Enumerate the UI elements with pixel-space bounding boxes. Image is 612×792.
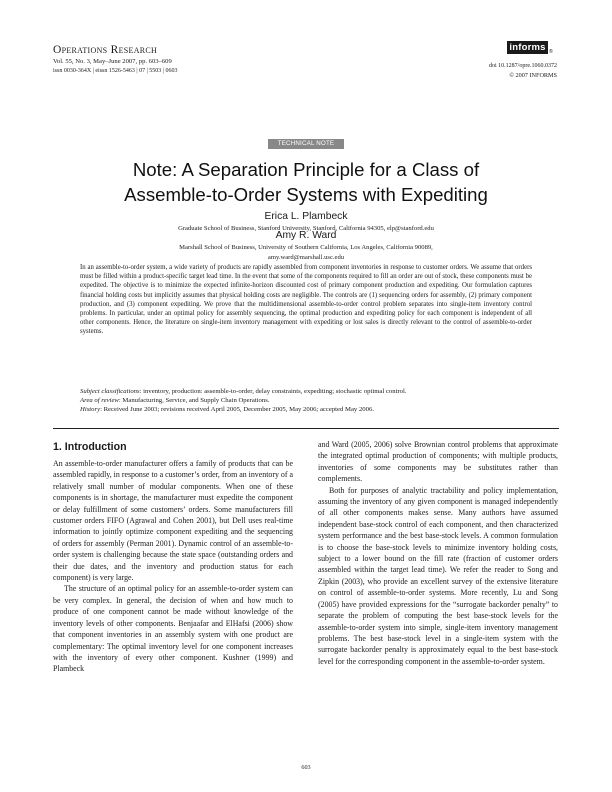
title-line-2: Assemble-to-Order Systems with Expediting xyxy=(124,184,488,205)
abstract-text: In an assemble-to-order system, a wide variety of products are rapidly assembled from component inventories in response to customer orders. We assume that orders must be filled within a product-specific target lead time. In the event that some of the components required to fill an order are out of stock, these components must be expedited. The objective is to minimize the expected infinite-horizon discounted cost of primary component production and expediting. Our formulation captures financial holding costs but implicitly assumes that physical holding costs are negligible. The controls are (1) sequencing orders for assembly, (2) primary component production, and (3) component expediting. We prove that the multidimensional assemble-to-order control problem separates into single-item inventory control problems. In particular, under an optimal policy for assembly sequencing, the optimal production and expediting policy for each component is independent of all other components. Hence, the literature on single-item inventory management with expediting or lost sales is directly relevant to the control of assemble-to-order systems. xyxy=(80,264,532,336)
volume-line: Vol. 55, No. 3, May–June 2007, pp. 603–609 xyxy=(53,58,172,65)
subject-text: : inventory, production: assemble-to-order, delay constraints, expediting; stochastic optimal control. xyxy=(139,388,407,395)
author-1-name: Erica L. Plambeck xyxy=(264,211,348,222)
abstract xyxy=(80,263,532,337)
subject-classifications xyxy=(80,387,540,396)
author-1-affiliation: Graduate School of Business, Stanford University, Stanford, California 94305, elp@stanford.edu xyxy=(178,225,434,232)
author-2-affiliation-text: Marshall School of Business, University of Southern California, Los Angeles, California 90089, xyxy=(179,244,433,251)
subject-label: Subject classifications xyxy=(80,388,140,395)
right-paragraph-2: Both for purposes of analytic tractability and policy implementation, assuming the inventory of any given component is managed independently of all other components makes sense. Many authors have assumed independent base-stock control of each component, and then characterized system performance and the best base-stock levels. A common formulation is to choose the base-stock levels to minimize inventory holding costs, subject to a lower bound on the fill rate (fraction of customer orders assembled within the target lead time). We refer the reader to Song and Zipkin (2003), who provide an excellent survey of the extensive literature on control of assemble-to-order systems. More recently, Lu and Song (2005) have provided expressions for the “surrogate backorder penalty” to separate the problem of computing the best base-stock levels for the assemble-to-order system into simple, single-item inventory management problems. The best base-stock level in a single-item system with the surrogate backorder penalty is approximately equal to the best base-stock level for the corresponding component in the assemble-to-order system. xyxy=(318,485,558,666)
section-heading: 1. Introduction xyxy=(53,441,127,453)
section-badge: TECHNICAL NOTE xyxy=(268,139,344,149)
area-label: Area of review xyxy=(80,397,119,404)
left-column xyxy=(53,458,293,675)
right-column xyxy=(318,439,558,667)
informs-logo: informs xyxy=(507,41,548,54)
title-line-1: Note: A Separation Principle for a Class of xyxy=(132,159,480,180)
page-number: 603 xyxy=(301,764,311,771)
author-2-name: Amy R. Ward xyxy=(275,230,337,241)
history xyxy=(80,405,540,414)
history-text: : Received June 2003; revisions received April 2005, December 2005, May 2006; accepted May 2006. xyxy=(100,406,374,413)
journal-name: Operations Research xyxy=(53,44,158,56)
left-paragraph-1: An assemble-to-order manufacturer offers a family of products that can be assembled rapidly, in response to a customer’s order, from an inventory of a relatively small number of modular components. When one of these components is in shortage, the manufacturer must expedite the component or delay fulfillment of some customers’ orders. Some manufacturers fill customer orders FIFO (Agrawal and Cohen 2001), but Dell uses real-time information to jointly optimize component expediting and the sequencing of orders for assembly (Perman 2001). Dynamic control of an assemble-to-order system is challenging because the state space (outstanding orders and their due dates, and the inventory and production status for each component) is very large. xyxy=(53,459,293,583)
author-2-affiliation xyxy=(0,243,612,262)
left-paragraph-2: The structure of an optimal policy for an assemble-to-order system can be very complex. In general, the decision of when and how much to produce of one component cannot be made without knowledge of the inventory levels of other components. Benjaafar and ElHafsi (2006) show that component inventories in an assembly system with one product are complementary: The optimal inventory level for one component increases with the inventory of every other component. Kushner (1999) and Plambeck xyxy=(53,584,293,674)
registered-mark: ® xyxy=(549,49,553,55)
area-of-review xyxy=(80,396,540,405)
issn-line: issn 0030-364X | eissn 1526-5463 | 07 | 5503 | 0603 xyxy=(53,68,178,74)
area-text: : Manufacturing, Service, and Supply Chain Operations. xyxy=(118,397,270,404)
right-paragraph-1: and Ward (2005, 2006) solve Brownian control problems that approximate the integrated optimal production of components; with multiple products, inventories of some components may be substitutes rather than complements. xyxy=(318,440,558,484)
doi-line: doi 10.1287/opre.1060.0372 xyxy=(489,63,557,69)
copyright-line: © 2007 INFORMS xyxy=(509,72,557,79)
history-label: History xyxy=(80,406,101,413)
author-2-email: amy.ward@marshall.usc.edu xyxy=(267,253,345,261)
divider-rule xyxy=(53,428,559,429)
article-title xyxy=(0,157,612,207)
